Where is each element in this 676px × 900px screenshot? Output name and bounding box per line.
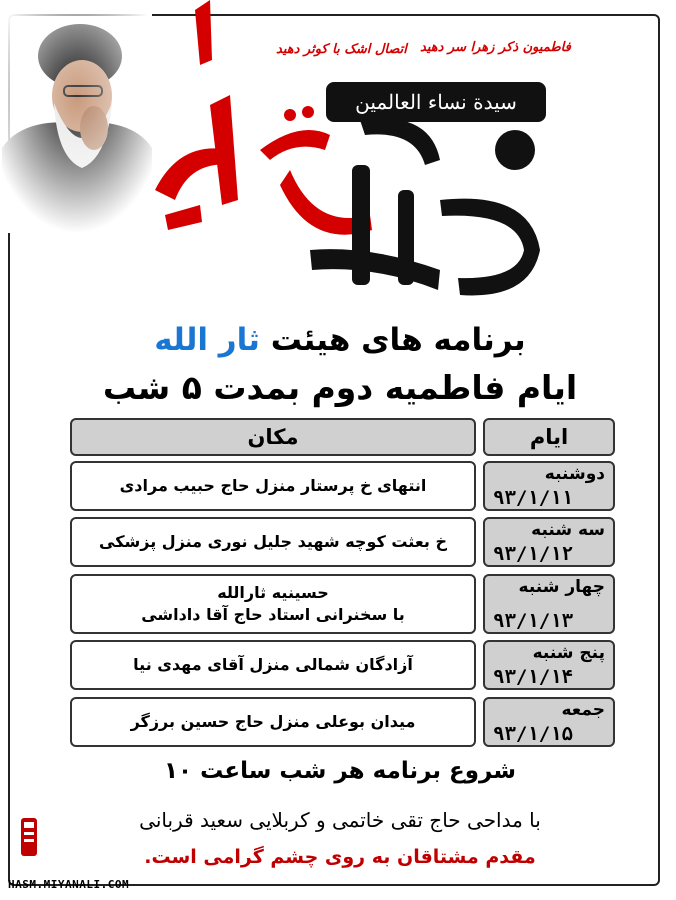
- table-row: [70, 574, 615, 634]
- website-watermark[interactable]: HASM.MIYANALI.COM: [8, 878, 130, 891]
- day-cell: [483, 517, 615, 567]
- program-subtitle: ایام فاطمیه دوم بمدت ۵ شب: [102, 368, 578, 407]
- place-cell: [70, 574, 476, 634]
- day-name: دوشنبه: [544, 464, 605, 484]
- portrait-image: [2, 8, 152, 233]
- program-title-accent: ثار الله: [154, 322, 260, 358]
- fatima-calligraphy: [140, 0, 560, 320]
- day-date: ۹۳/۱/۱۱: [493, 487, 574, 509]
- program-title: [80, 322, 600, 358]
- place-line: انتهای خ پرستار منزل حاج حبیب مرادی: [119, 476, 427, 495]
- day-cell: [483, 574, 615, 634]
- place-cell: [70, 461, 476, 511]
- table-row: [70, 640, 615, 690]
- table-row: [70, 461, 615, 511]
- day-date: ۹۳/۱/۱۳: [493, 610, 574, 632]
- day-date: ۹۳/۱/۱۴: [493, 666, 574, 688]
- slogan-2: اتصال اشک با کوثر دهید: [276, 42, 407, 57]
- day-cell: [483, 640, 615, 690]
- place-line: میدان بوعلی منزل حاج حسین برزگر: [130, 712, 416, 731]
- program-title-prefix: برنامه های هیئت: [270, 322, 526, 358]
- welcome-text: مقدم مشتاقان به روی چشم گرامی است.: [144, 846, 536, 868]
- place-line: حسینیه ثارالله: [217, 583, 329, 602]
- day-date: ۹۳/۱/۱۵: [493, 723, 574, 745]
- performers-text: با مداحی حاج تقی خاتمی و کربلایی سعید قربانی: [139, 808, 541, 832]
- table-row: [70, 697, 615, 747]
- day-name: جمعه: [561, 700, 605, 720]
- day-name: پنج شنبه: [532, 643, 605, 663]
- place-cell: [70, 697, 476, 747]
- table-row: [70, 517, 615, 567]
- place-line: با سخنرانی استاد حاج آقا داداشی: [141, 605, 405, 624]
- place-line: خ بعثت کوچه شهید جلیل نوری منزل پزشکی: [99, 532, 447, 551]
- day-name: سه شنبه: [531, 520, 605, 540]
- day-name: چهار شنبه: [518, 577, 605, 597]
- day-date: ۹۳/۱/۱۲: [493, 543, 574, 565]
- day-cell: [483, 697, 615, 747]
- start-time-text: شروع برنامه هر شب ساعت ۱۰: [164, 758, 516, 784]
- hand-logo-icon: [18, 814, 40, 860]
- day-cell: [483, 461, 615, 511]
- place-cell: [70, 640, 476, 690]
- title-banner: سیدة نساء العالمین: [326, 82, 546, 122]
- place-column-header: مکان: [70, 418, 476, 456]
- slogan-1: فاطمیون ذکر زهرا سر دهید: [420, 40, 571, 55]
- day-column-header: ایام: [483, 418, 615, 456]
- place-line: آزادگان شمالی منزل آقای مهدی نیا: [133, 655, 413, 674]
- place-cell: [70, 517, 476, 567]
